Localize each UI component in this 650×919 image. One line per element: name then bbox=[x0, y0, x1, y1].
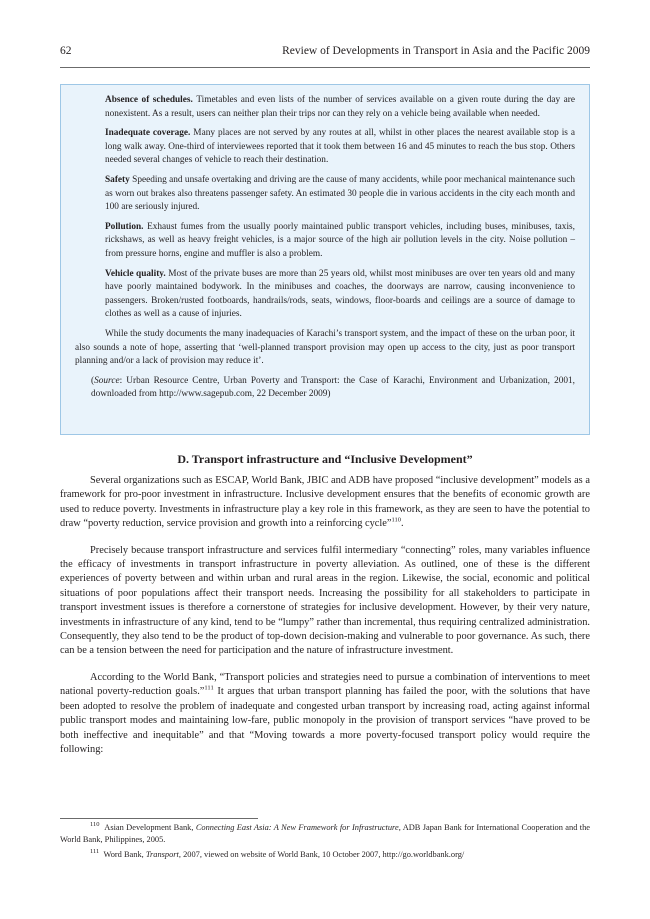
case-study-box bbox=[60, 84, 590, 435]
footnote-post: , ADB Japan Bank for International Cooperation and the World Bank, Philippines, 2005. bbox=[60, 823, 590, 844]
box-item-safety bbox=[75, 174, 575, 215]
section-heading: D. Transport infrastructure and “Inclusive Development” bbox=[177, 452, 473, 466]
box-item-text: Most of the private buses are more than 25 years old, whilst most minibuses are over ten years old and many have poorly maintained bodywork. In the minibuses and coaches, the doorways are narrow, causing inconvenience to passengers. Broken/rusted footboards, handrails/rods, seats, windows, floor-boards and ceilings are a source of damage to clothes as well as a cause of injuries. bbox=[105, 268, 575, 320]
running-title: Review of Developments in Transport in Asia and the Pacific 2009 bbox=[282, 45, 590, 57]
paragraph-text: Several organizations such as ESCAP, World Bank, JBIC and ADB have proposed “inclusive development” models as a framework for pro-poor investment in infrastructure. Inclusive development ensures that the benefits of economic growth are used to reduce poverty. Investments in infrastructure play a key role in this framework, as they are seen to have the potential to draw “poverty reduction, service provision and growth into a reinforcing cycle” bbox=[60, 475, 590, 530]
source-label: Source bbox=[94, 375, 120, 386]
box-source bbox=[75, 375, 575, 402]
running-header bbox=[60, 45, 590, 63]
box-item-coverage bbox=[75, 127, 575, 168]
footnote-ref-111: 111 bbox=[204, 684, 214, 692]
body-text bbox=[60, 474, 590, 769]
box-item-schedules bbox=[75, 94, 575, 121]
box-item-term: Absence of schedules bbox=[105, 95, 191, 105]
paragraph-text: According to the World Bank, “Transport policies and strategies need to pursue a combination of interventions to meet national poverty-reduction goals.” bbox=[60, 671, 590, 698]
source-text: Urban Resource Centre, Urban Poverty and Transport: the Case of Karachi, Environment and Urbanization, 2001, downloaded from http://www.sagepub.com, 22 December 2009) bbox=[91, 375, 575, 400]
page-number: 62 bbox=[60, 45, 72, 57]
paragraph-3 bbox=[60, 671, 590, 757]
footnote-rule bbox=[60, 818, 258, 819]
paragraph-1 bbox=[60, 474, 590, 532]
box-item-sep: . bbox=[141, 221, 148, 232]
box-item-term: Vehicle quality. bbox=[105, 268, 166, 279]
box-item-term: Safety bbox=[105, 174, 130, 185]
box-item-text: Timetables and even lists of the number of services available on a given route during the day are nonexistent. As a result, users can neither plan their trips nor can they rely on a vehicle being available when needed. bbox=[105, 95, 575, 119]
paragraph-text: It argues that urban transport planning has failed the poor, with the solutions that have been adopted to resolve the problem of inadequate and congested urban transport by increasing road, acting against informal public transport modes and maintaining low-fare, public monopoly in the provision of transport services “have proved to be both ineffective and inequitable” and that “Moving towards a more poverty-focused transport policy would require the following: bbox=[60, 686, 590, 755]
box-item-sep: . bbox=[188, 128, 194, 139]
source-open: ( bbox=[91, 375, 95, 386]
footnote-number: 111 bbox=[90, 848, 100, 856]
footnote-pre: Word Bank, bbox=[103, 850, 146, 859]
footnotes bbox=[60, 822, 590, 864]
footnote-post: , 2007, viewed on website of World Bank, 10 October 2007, http://go.worldbank.org/ bbox=[178, 850, 465, 859]
paragraph-end: . bbox=[401, 518, 404, 530]
box-item-pollution bbox=[75, 221, 575, 262]
footnote-pre: Asian Development Bank, bbox=[104, 823, 196, 832]
footnote-number: 110 bbox=[90, 821, 100, 829]
box-item-term: Pollution bbox=[105, 221, 142, 232]
box-item-text: Many places are not served by any routes at all, whilst in other places the nearest available stop is a long walk away. One-third of interviewees reported that it took them between 16 and 45 minutes to reach the bus stop. Others needed several changes of vehicle to reach their destination. bbox=[105, 128, 576, 166]
footnote-ref-110: 110 bbox=[391, 516, 402, 524]
box-item-sep: . bbox=[190, 95, 197, 105]
box-item-text: Exhaust fumes from the usually poorly maintained public transport vehicles, including buses, minibuses, taxis, rickshaws, as well as heavy freight vehicles, is a major source of the high air pollution levels in the city. Noise pollution – from pressure horns, engine and muffler is also a problem. bbox=[105, 221, 575, 259]
footnote-title: Transport bbox=[145, 850, 179, 859]
footnote-title: Connecting East Asia: A New Framework for Infrastructure bbox=[195, 823, 399, 832]
footnote-110 bbox=[60, 822, 590, 846]
header-rule bbox=[60, 67, 590, 68]
box-item-term: Inadequate coverage bbox=[105, 128, 189, 139]
source-colon: : bbox=[119, 375, 127, 386]
paragraph-2: Precisely because transport infrastructure and services fulfil intermediary “connecting” roles, many variables influence the efficacy of investments in transport infrastructure in poverty alleviation. As outlined, one of these is the different experiences of poverty between and within urban and rural areas in the region. Likewise, the social, economic and political situations of poor populations affect their transport needs. Increasing the possibility for all stakeholders to participate in transport investment issues is therefore a cornerstone of strategies for inclusive development. However, by their very nature, investments in infrastructure of any kind, tend to be “lumpy” rather than incremental, thus requiring centralized administration. Consequently, they also tend to be the product of top-down decision-making and vulnerable to poor governance. As such, there can be a tension between the need for participation and the nature of infrastructure investment. bbox=[60, 544, 590, 657]
box-item-text: Speeding and unsafe overtaking and driving are the cause of many accidents, while poor mechanical maintenance such as worn out brakes also threatens passenger safety. An estimated 30 people die in various accidents in the city each month and 100 are seriously injured. bbox=[105, 174, 575, 213]
footnote-111 bbox=[60, 849, 590, 861]
box-conclusion: While the study documents the many inadequacies of Karachi’s transport system, and the impact of these on the urban poor, it also sounds a note of hope, asserting that ‘well-planned transport provision may open up access to the city, just as poor transport planning and/or a lack of provision may reduce it’. bbox=[75, 328, 575, 367]
box-item-vehicle-quality bbox=[75, 268, 575, 322]
